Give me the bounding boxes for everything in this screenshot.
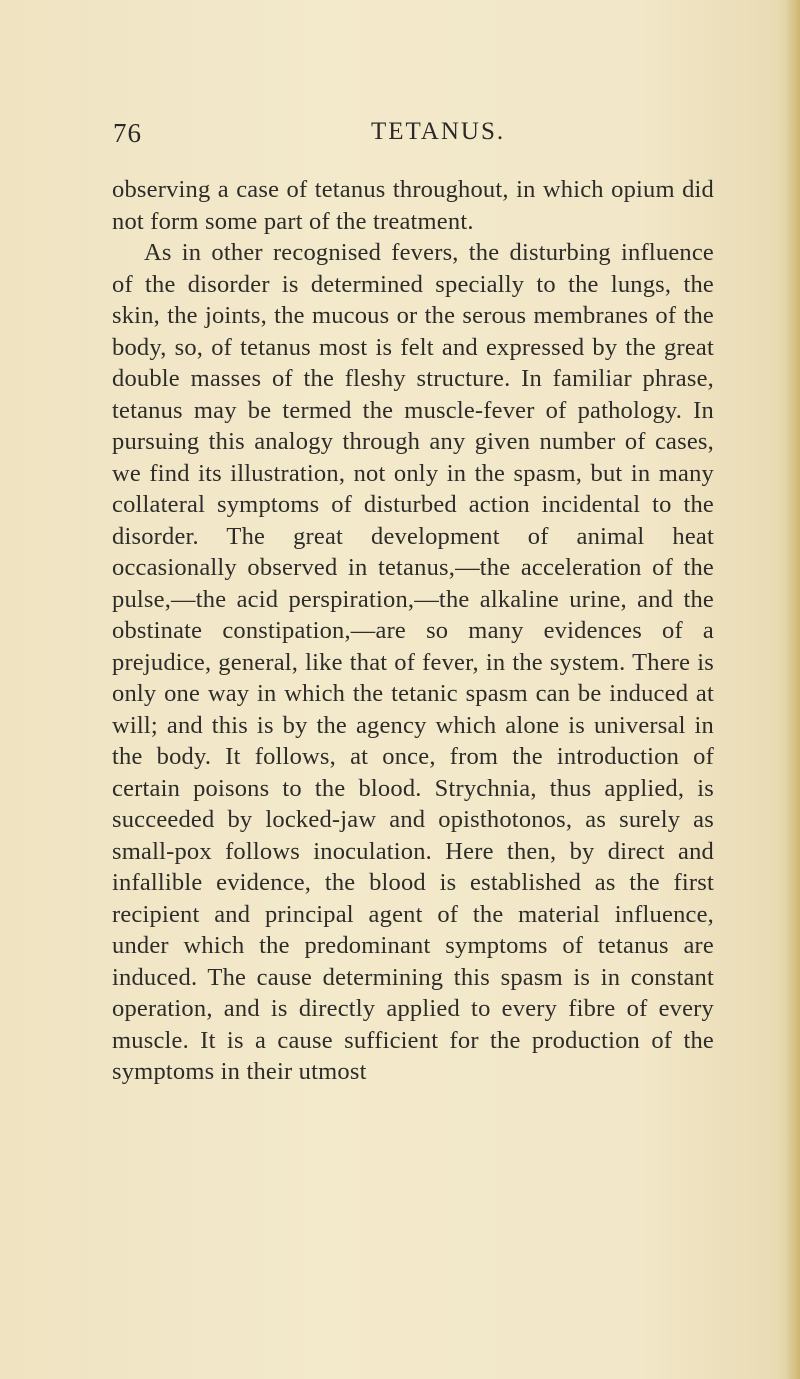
running-head: TETANUS. [371, 118, 506, 145]
page-header [113, 118, 693, 158]
page-edge-shadow [786, 0, 800, 1379]
page-number: 76 [113, 118, 142, 148]
body-text [112, 174, 714, 1088]
paragraph-main: As in other recognised fevers, the disturbing influence of the disorder is determined specially to the lungs, the skin, the joints, the mucous or the serous membranes of the body, so, of tetanus most is felt and expressed by the great double masses of the fleshy structure. In familiar phrase, tetanus may be termed the muscle-fever of pathology. In pursuing this analogy through any given number of cases, we find its illustration, not only in the spasm, but in many collateral symptoms of disturbed action incidental to the disorder. The great development of animal heat occasionally observed in tetanus,—the acceleration of the pulse,—the acid perspiration,—the alkaline urine, and the obstinate constipation,—are so many evidences of a prejudice, general, like that of fever, in the system. There is only one way in which the tetanic spasm can be induced at will; and this is by the agency which alone is universal in the body. It follows, at once, from the introduction of certain poisons to the blood. Strychnia, thus applied, is succeeded by locked-jaw and opisthotonos, as surely as small-pox follows inoculation. Here then, by direct and infallible evidence, the blood is established as the first recipient and principal agent of the material influence, under which the predominant symptoms of tetanus are induced. The cause determining this spasm is in constant operation, and is directly applied to every fibre of every muscle. It is a cause sufficient for the production of the symptoms in their utmost [112, 239, 714, 1085]
paragraph-continuation: observing a case of tetanus throughout, in which opium did not form some part of the treatment. [112, 176, 714, 235]
